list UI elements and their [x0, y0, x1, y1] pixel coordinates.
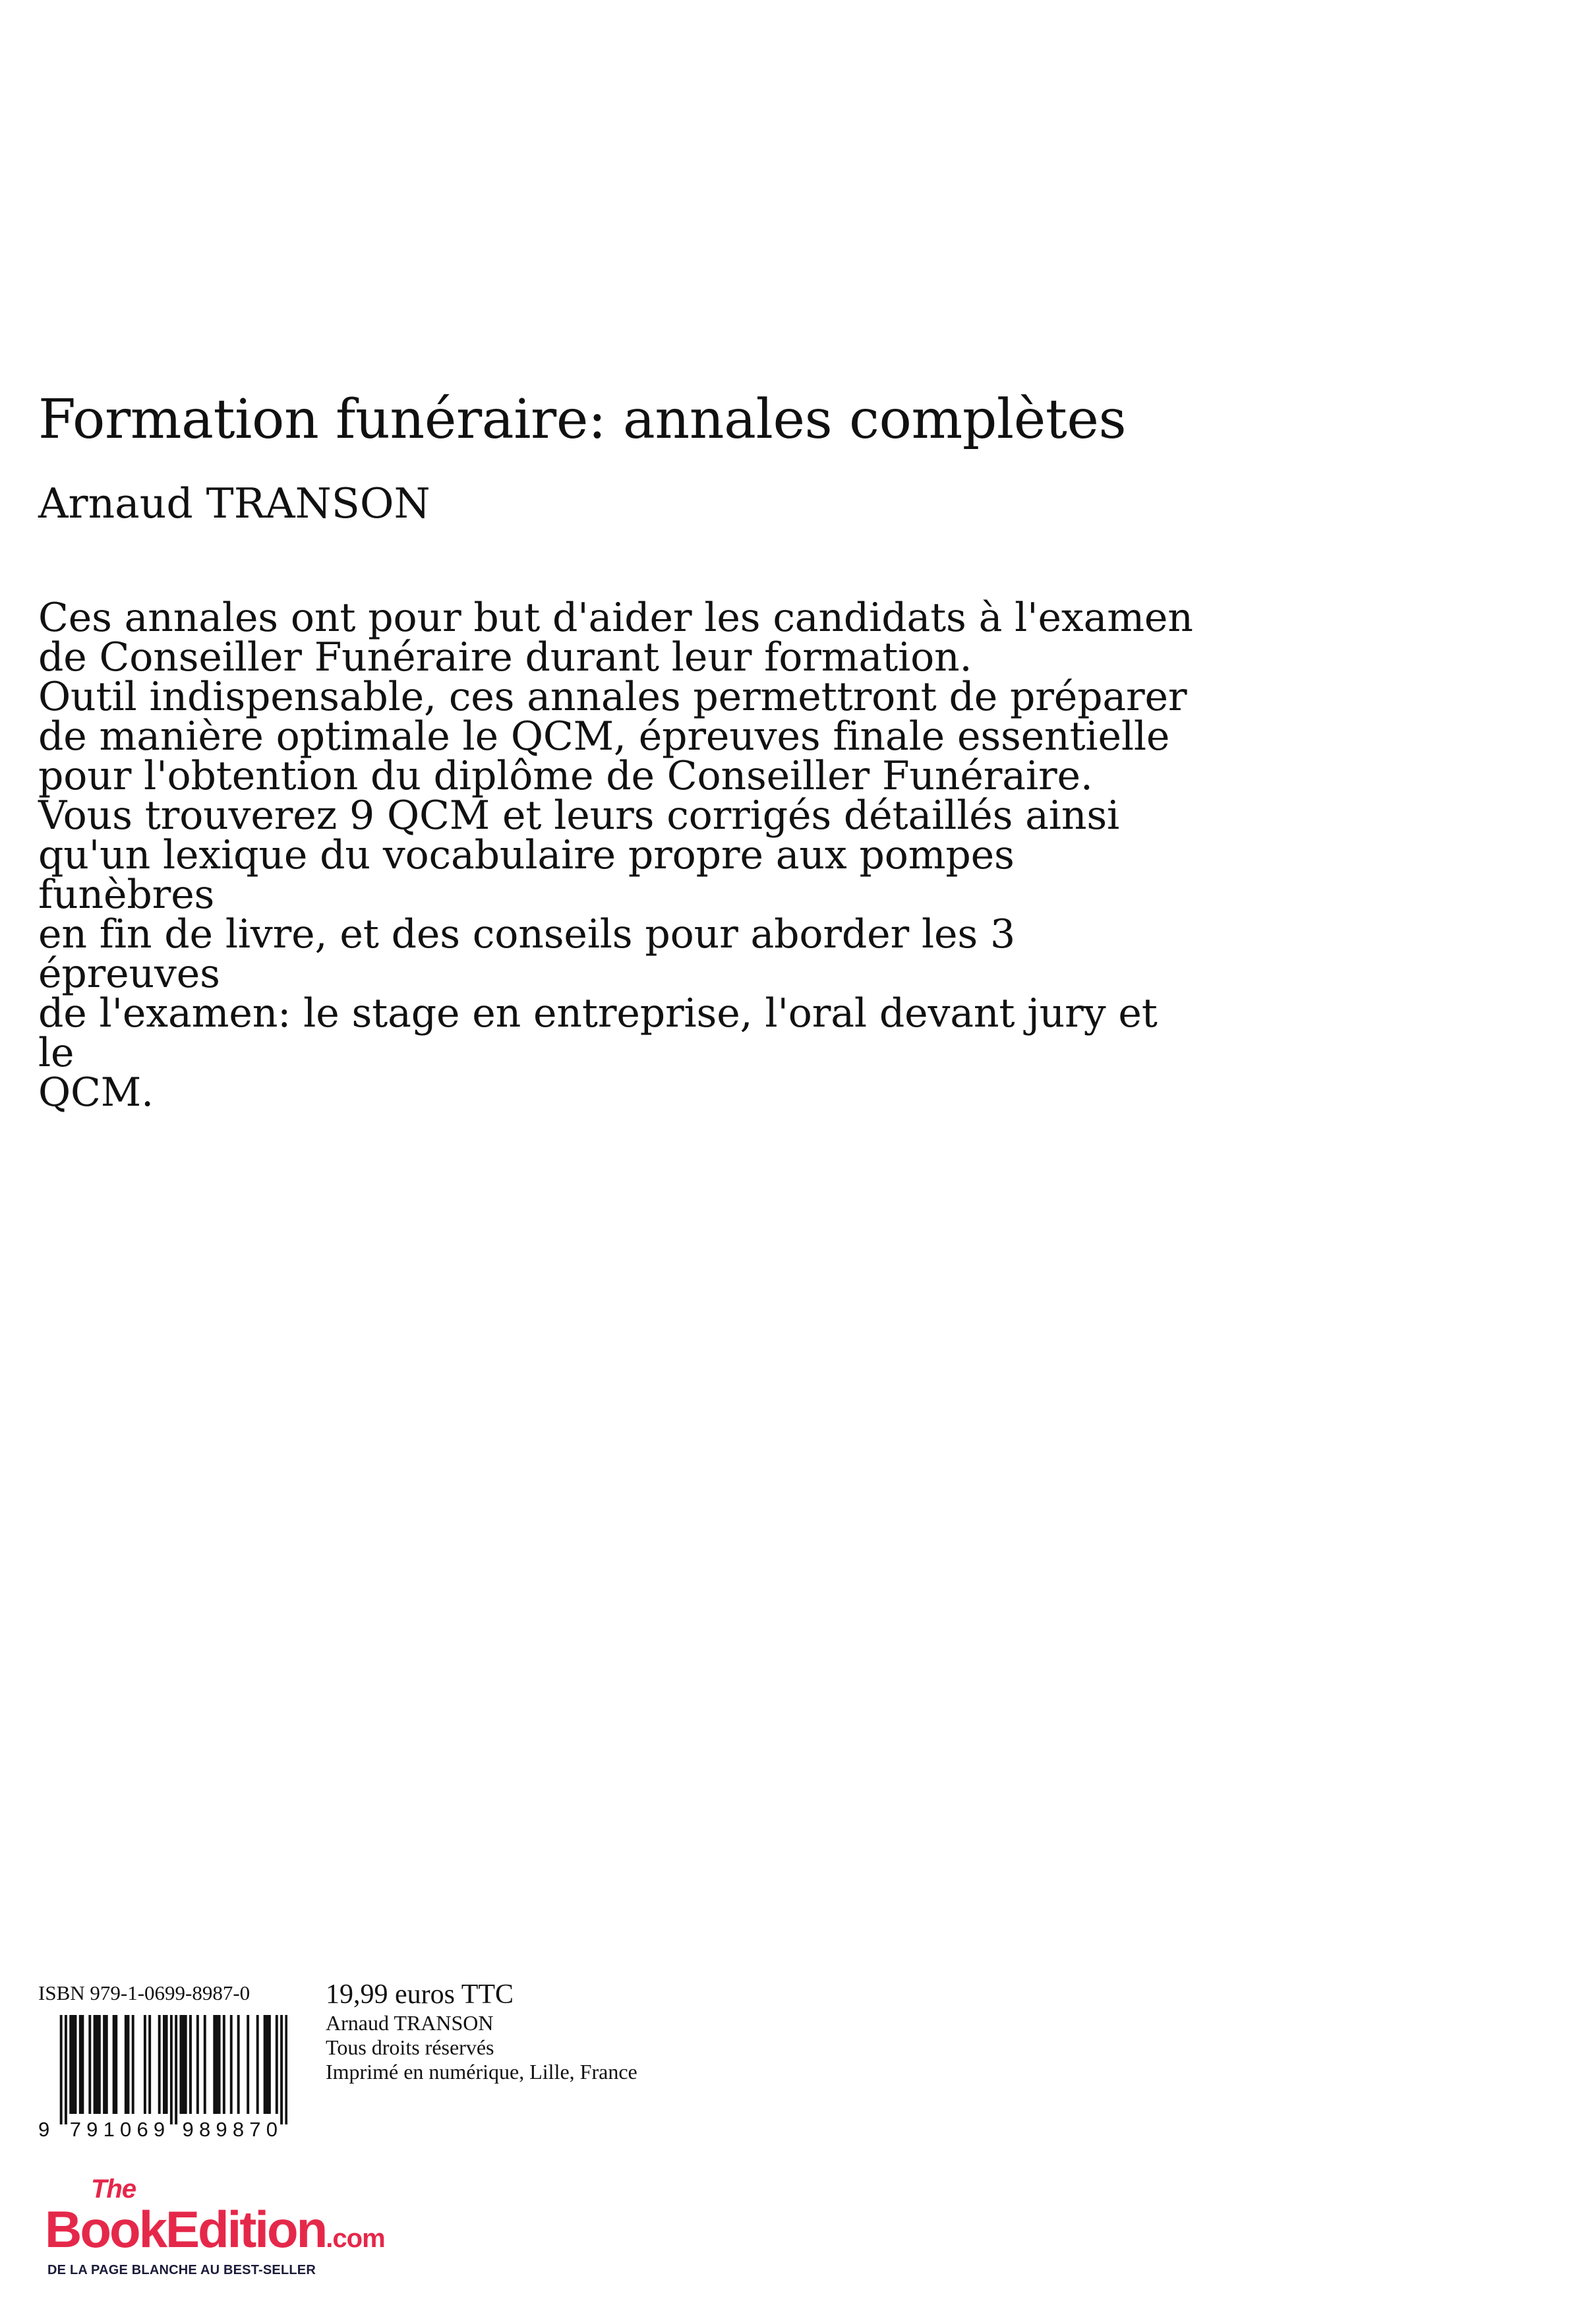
- logo-wordmark: [45, 2200, 385, 2258]
- isbn-label: ISBN 979-1-0699-8987-0: [38, 1981, 251, 2004]
- barcode-bar: [185, 2015, 187, 2114]
- barcode-bar: [247, 2015, 249, 2114]
- book-price: 19,99 euros TTC: [326, 1979, 514, 2010]
- info-printed: Imprimé en numérique, Lille, France: [326, 2060, 637, 2084]
- barcode-bar: [81, 2015, 84, 2114]
- barcode-digit: 9: [153, 2118, 165, 2138]
- barcode-digit: 8: [232, 2118, 245, 2138]
- barcode-digit: 6: [136, 2118, 148, 2138]
- barcode-digit: 0: [120, 2118, 132, 2138]
- barcode-bar: [148, 2015, 151, 2114]
- barcode-bar: [196, 2015, 199, 2114]
- logo-domain-text: .com: [326, 2224, 385, 2253]
- barcode-bar: [268, 2015, 271, 2114]
- barcode-digit: 8: [198, 2118, 211, 2138]
- barcode-bar: [144, 2015, 146, 2114]
- barcode-digit: 1: [103, 2118, 115, 2138]
- barcode-bar: [69, 2015, 72, 2114]
- barcode-bar: [127, 2015, 129, 2114]
- barcode-digit: 7: [249, 2118, 261, 2138]
- barcode-bar: [115, 2015, 117, 2114]
- barcode-bar: [216, 2015, 218, 2114]
- barcode-bar: [74, 2015, 77, 2114]
- barcode-bar: [223, 2015, 225, 2114]
- book-blurb: Ces annales ont pour but d'aider les candidats à l'examen de Conseiller Funéraire durant leur formation. Outil indispensable, ces annales permettront de préparer de manière optimale le QCM, épreuves finale essentielle pour l'obtention du diplôme de Conseiller Funéraire. Vous trouverez 9 QCM et leurs corrigés détaillés ainsi qu'un lexique du vocabulaire propre aux pompes funèbres en fin de livre, et des conseils pour aborder les 3 épreuves de l'examen: le stage en entreprise, l'oral devant jury et le QCM.: [38, 595, 1193, 1116]
- barcode-guard-bar: [175, 2015, 177, 2124]
- barcode-bar: [237, 2015, 240, 2114]
- barcode-bar: [96, 2015, 98, 2114]
- barcode-bar: [218, 2015, 221, 2114]
- barcode-bar: [88, 2015, 91, 2114]
- barcode-bar: [105, 2015, 108, 2114]
- logo-the-text: The: [91, 2175, 136, 2204]
- barcode-bar: [72, 2015, 74, 2114]
- barcode-bar: [165, 2015, 168, 2114]
- barcode-bar: [204, 2015, 206, 2114]
- info-rights: Tous droits réservés: [326, 2035, 494, 2059]
- barcode-bar: [113, 2015, 115, 2114]
- logo-tagline: DE LA PAGE BLANCHE AU BEST-SELLER: [47, 2263, 316, 2277]
- barcode-bar: [230, 2015, 233, 2114]
- barcode-bar: [179, 2015, 182, 2114]
- publisher-logo: [45, 2175, 440, 2287]
- barcode-bar: [189, 2015, 192, 2114]
- barcode-bar: [266, 2015, 268, 2114]
- barcode-guard-bar: [170, 2015, 173, 2124]
- barcode-bar: [163, 2015, 165, 2114]
- barcode-guard-bar: [65, 2015, 67, 2124]
- info-author: Arnaud TRANSON: [326, 2011, 494, 2035]
- barcode-digit: 9: [216, 2118, 227, 2138]
- barcode-bar: [103, 2015, 105, 2114]
- barcode-digit: 9: [86, 2118, 98, 2138]
- isbn-barcode: [38, 2015, 287, 2138]
- book-author: Arnaud TRANSON: [38, 479, 430, 527]
- barcode-guard-bar: [60, 2015, 63, 2124]
- price-info-block: [326, 1978, 637, 2084]
- barcode-bar: [125, 2015, 127, 2114]
- barcode-guard-bar: [280, 2015, 283, 2124]
- barcode-bar: [182, 2015, 185, 2114]
- barcode-digit: 9: [182, 2118, 194, 2138]
- barcode-digit: 7: [69, 2118, 81, 2138]
- barcode-bar: [264, 2015, 266, 2114]
- barcode-digit: 0: [266, 2118, 278, 2138]
- barcode-bar: [256, 2015, 259, 2114]
- barcode-guard-bar: [285, 2015, 287, 2124]
- barcode-bar: [94, 2015, 96, 2114]
- barcode-bar: [276, 2015, 278, 2114]
- barcode-bar: [213, 2015, 216, 2114]
- barcode-digit: 9: [38, 2118, 50, 2138]
- barcode-bar: [79, 2015, 82, 2114]
- barcode-bar: [98, 2015, 101, 2114]
- book-title: Formation funéraire: annales complètes: [38, 388, 1127, 451]
- logo-brand-text: BookEdition: [45, 2200, 326, 2258]
- barcode-bar: [158, 2015, 161, 2114]
- barcode-bar: [132, 2015, 134, 2114]
